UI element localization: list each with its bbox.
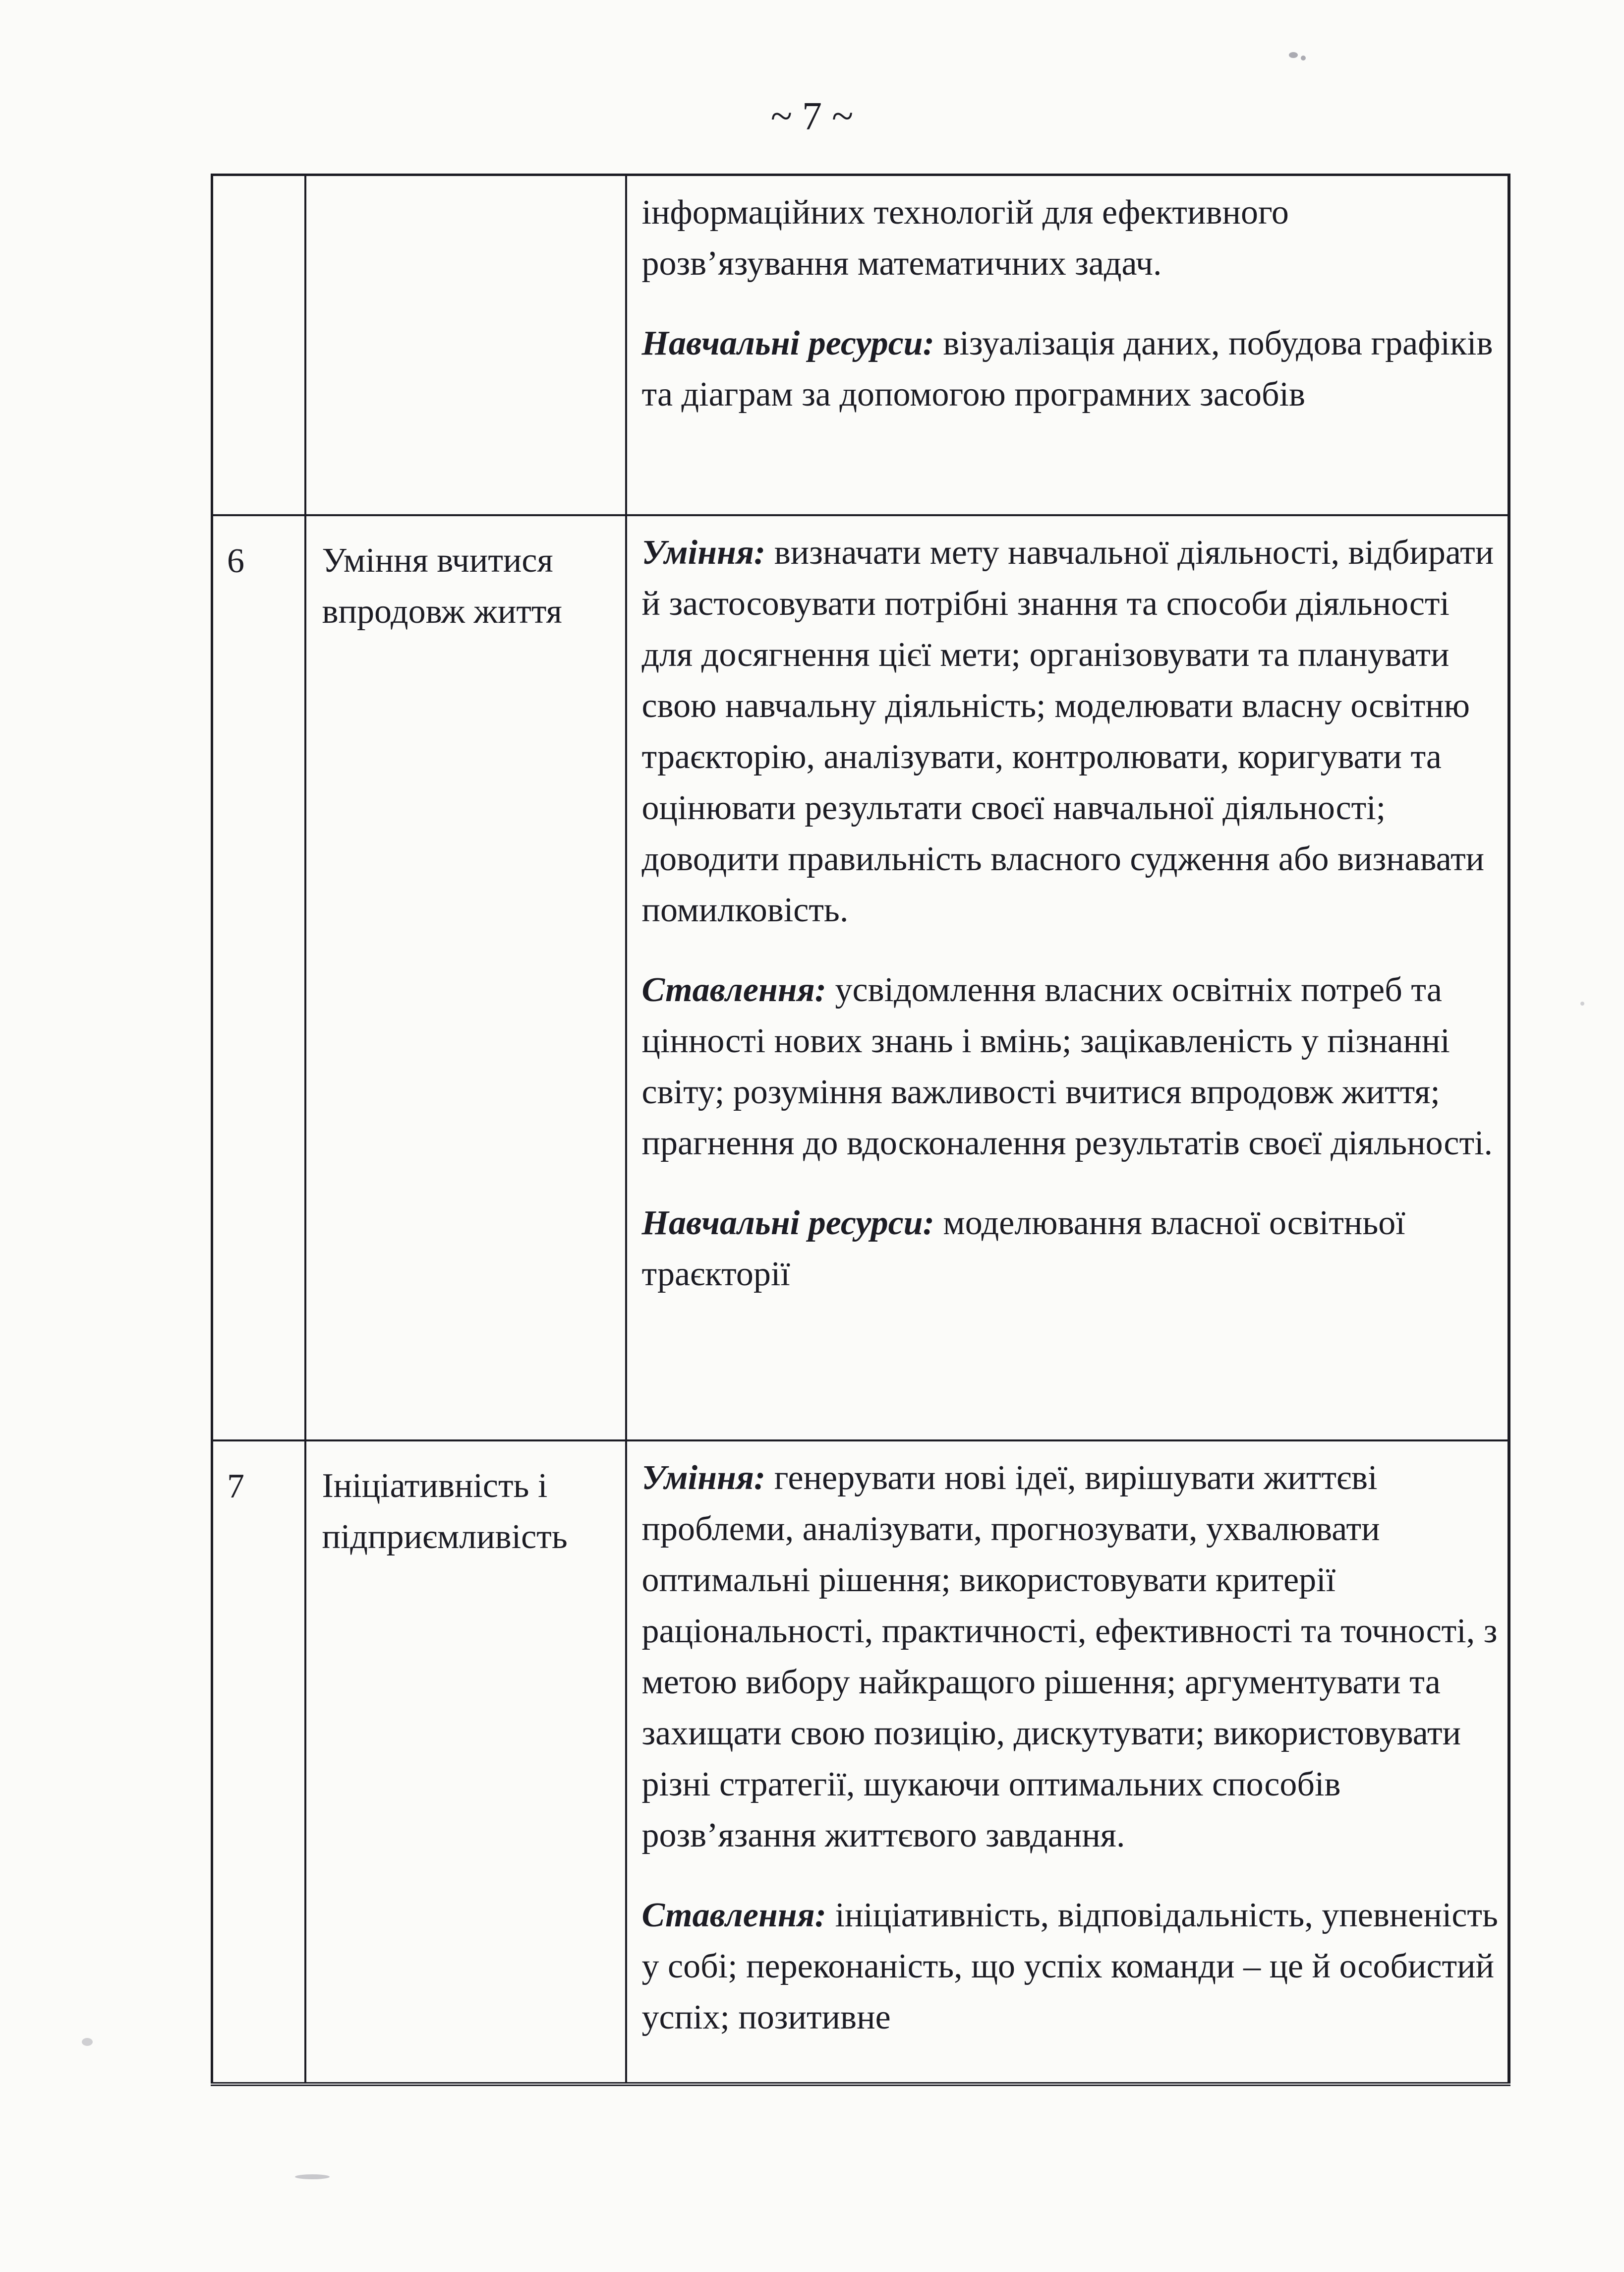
paragraph-text: візуалізація даних, побудова графіків та діаграм за допомогою програмних засобів (641, 324, 1493, 414)
row-number-cell (212, 175, 305, 515)
row-number-cell: 7 (212, 1440, 305, 2084)
paragraph-label: Навчальні ресурси: (641, 324, 934, 362)
description-paragraph (642, 1890, 1499, 2043)
paragraph-label: Уміння: (641, 1458, 766, 1497)
table-row (212, 1440, 1509, 2084)
paragraph-label: Ставлення: (641, 1896, 826, 1934)
paragraph-text: генерувати нові ідеї, вирішувати життєві проблеми, аналізувати, прогнозувати, ухвалювати оптимальні рішення; використовувати критерії раціональності, практичності, ефективності та точності, з метою вибору найкращого рішення; аргументувати та захищати свою позицію, дискутувати; використовувати різні стратегії, шукаючи оптимальних способів розв’язання життєвого завдання. (641, 1458, 1498, 1854)
competency-name-cell: Ініціативність і підприємливість (305, 1440, 626, 2084)
scan-speck (295, 2174, 330, 2179)
table-row (212, 515, 1509, 1440)
description-paragraph (642, 527, 1499, 936)
paragraph-text: визначати мету навчальної діяльності, відбирати й застосовувати потрібні знання та способи діяльності для досягнення цієї мети; організовувати та планувати свою навчальну діяльність; моделювати власну освітню траєкторію, аналізувати, контролювати, коригувати та оцінювати результати своєї навчальної діяльності; доводити правильність власного судження або визнавати помилковість. (641, 533, 1494, 929)
description-paragraph (642, 1452, 1499, 1861)
scan-speck (1301, 56, 1306, 60)
paragraph-label: Уміння: (641, 533, 766, 572)
table-row (212, 175, 1509, 515)
paragraph-text: ініціативність, відповідальність, упевненість у собі; переконаність, що успіх команди – це й особистий успіх; позитивне (641, 1896, 1498, 2036)
paragraph-text: усвідомлення власних освітніх потреб та цінності нових знань і вмінь; зацікавленість у пізнанні світу; розуміння важливості вчитися впродовж життя; прагнення до вдосконалення результатів своєї діяльності. (641, 970, 1493, 1162)
competency-table (211, 174, 1510, 2086)
paragraph-label: Навчальні ресурси: (641, 1203, 934, 1242)
paragraph-text: моделювання власної освітньої траєкторії (641, 1203, 1405, 1293)
description-paragraph (642, 187, 1499, 289)
paragraph-text: інформаційних технологій для ефективного розв’язування математичних задач. (641, 193, 1289, 283)
paragraph-label: Ставлення: (641, 970, 826, 1009)
competency-name-cell (305, 175, 626, 515)
scan-speck (1289, 52, 1298, 58)
competency-description-cell (626, 515, 1509, 1440)
description-paragraph (642, 1197, 1499, 1300)
competency-description-cell (626, 1440, 1509, 2084)
scan-speck (82, 2038, 93, 2046)
row-number-cell: 6 (212, 515, 305, 1440)
page-number: ~ 7 ~ (770, 95, 854, 138)
competency-name-cell: Уміння вчитися впродовж життя (305, 515, 626, 1440)
competency-description-cell (626, 175, 1509, 515)
description-paragraph (642, 318, 1499, 420)
scan-speck (1580, 1002, 1584, 1006)
description-paragraph (642, 964, 1499, 1169)
